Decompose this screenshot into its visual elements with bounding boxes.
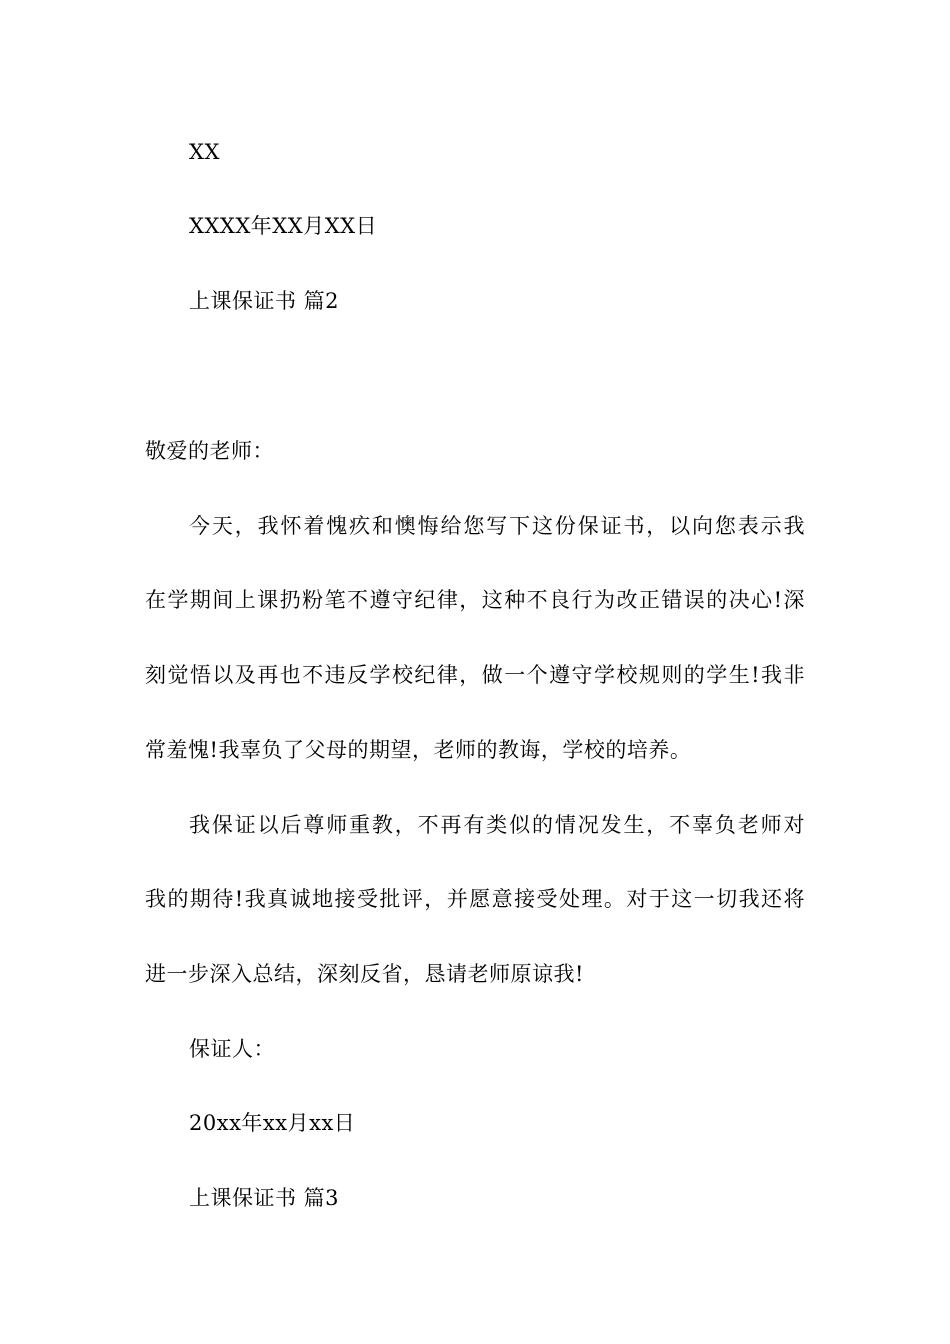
paragraph-2-line-1: 我保证以后尊师重教，不再有类似的情况发生，不辜负老师对 bbox=[189, 813, 805, 837]
paragraph-1-line-4: 常羞愧!我辜负了父母的期望，老师的教诲，学校的培养。 bbox=[145, 738, 692, 762]
paragraph-2-line-2: 我的期待!我真诚地接受批评，并愿意接受处理。对于这一切我还将 bbox=[145, 887, 805, 911]
section-heading-3: 上课保证书 篇3 bbox=[189, 1186, 340, 1210]
guarantee-date: 20xx年xx月xx日 bbox=[189, 1111, 356, 1135]
signature-name: XX bbox=[189, 140, 220, 164]
guarantor-label: 保证人： bbox=[189, 1037, 275, 1061]
paragraph-1-line-2: 在学期间上课扔粉笔不遵守纪律，这种不良行为改正错误的决心!深 bbox=[145, 588, 805, 612]
paragraph-1-line-3: 刻觉悟以及再也不违反学校纪律，做一个遵守学校规则的学生!我非 bbox=[145, 663, 805, 687]
salutation: 敬爱的老师： bbox=[145, 439, 274, 463]
section-heading-2: 上课保证书 篇2 bbox=[189, 289, 340, 313]
paragraph-2-line-3: 进一步深入总结，深刻反省，恳请老师原谅我! bbox=[145, 962, 584, 986]
paragraph-1-line-1: 今天，我怀着愧疚和懊悔给您写下这份保证书，以向您表示我 bbox=[189, 514, 805, 538]
signature-date: XXXX年XX月XX日 bbox=[189, 214, 378, 238]
